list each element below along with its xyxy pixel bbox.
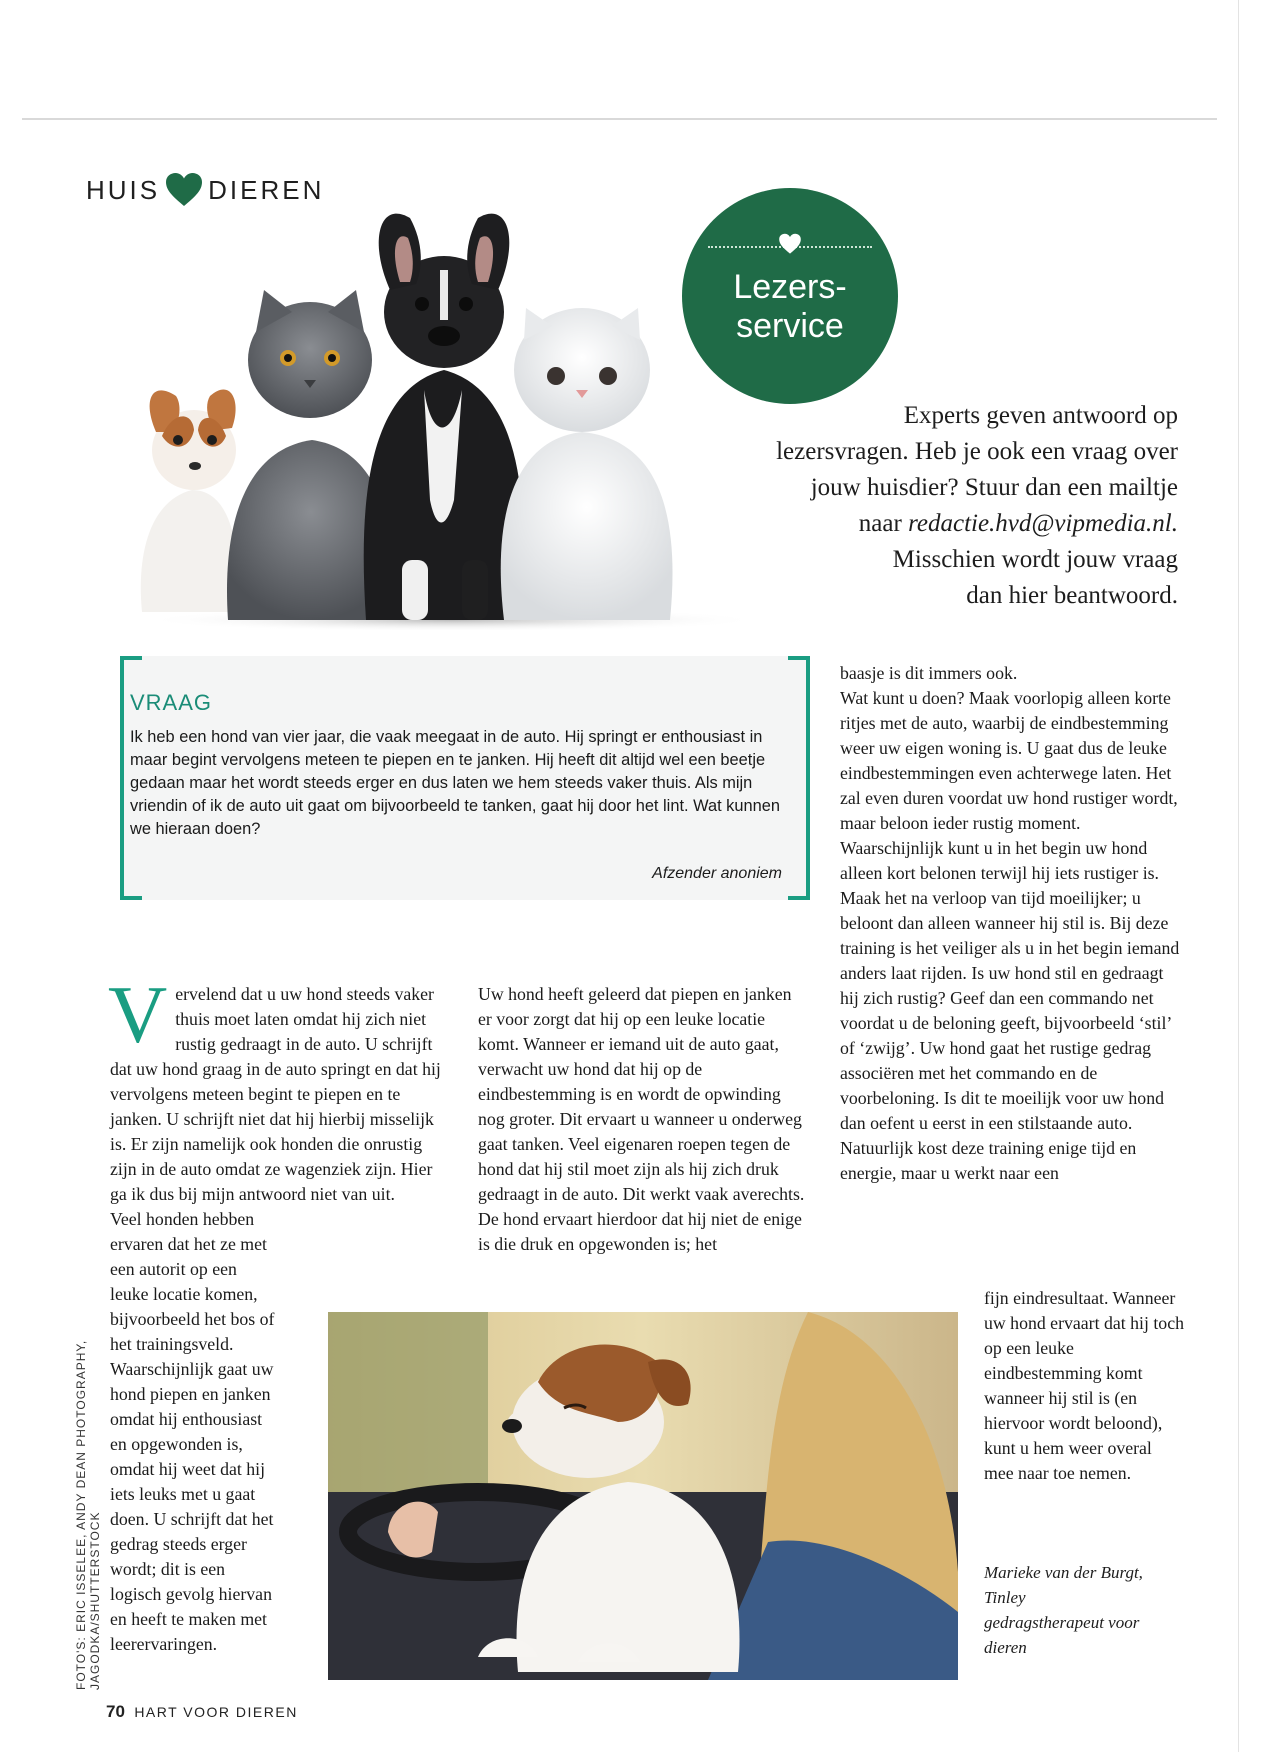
photo-credit-text: FOTO'S: ERIC ISSELEE, ANDY DEAN PHOTOGRAPHY, JAGODKA/SHUTTERSTOCK (74, 1339, 102, 1690)
brand-right: DIEREN (208, 174, 325, 205)
intro-line: Misschien wordt jouw vraag (892, 546, 1178, 573)
page-footer (106, 1702, 298, 1722)
author-name: Marieke van der Burgt, (984, 1563, 1143, 1582)
answer-paragraph: Uw hond heeft geleerd dat piepen en janken er voor zorgt dat hij op een leuke locatie komt. Wanneer er iemand uit de auto gaat, verwacht uw hond dat hij op de eindbestemming is en wordt de opwinding nog groter. Dit ervaart u wanneer u onderweg gaat tanken. Veel eigenaren roepen tegen de hond dat hij stil moet zijn als hij zich druk gedraagt in de auto. Dit werkt vaak averechts. De hond ervaart hierdoor dat hij niet de enige is die druk en opgewonden is; het (478, 984, 805, 1254)
author-signature (984, 1560, 1184, 1660)
answer-column-2 (478, 982, 808, 1257)
intro-line: lezersvragen. Heb je ook een vraag over (776, 438, 1178, 465)
intro-email-line (700, 506, 1178, 542)
intro-text (700, 398, 1178, 614)
intro-line: Experts geven antwoord op (903, 402, 1178, 429)
question-bracket-right (788, 656, 810, 900)
lezersservice-badge (682, 188, 898, 404)
badge-title (682, 268, 898, 346)
question-text: Ik heb een hond van vier jaar, die vaak meegaat in de auto. Hij springt er enthousiast in maar begint vervolgens meteen te piepen en te janken. Hij heeft dit altijd wel een beetje gedaan maar het wordt steeds erger en dus laten we hem steeds vaker thuis. Als mijn vriendin of ik de auto uit gaat om bijvoorbeeld te tanken, gaat hij door het lint. Wat kunnen we hieraan doen? (130, 728, 780, 838)
answer-paragraph: Veel honden hebben ervaren dat het ze met een autorit op een leuke locatie komen, bijvoorbeeld het bos of het trainingsveld. Waarschijnlijk gaat uw hond piepen en janken omdat hij enthousiast en opgewonden is, omdat hij weet dat hij iets leuks met u gaat doen. U schrijft dat het gedrag steeds erger wordt; dit is een logisch gevolg hiervan en heeft te maken met leerervaringen. (110, 1209, 275, 1654)
intro-email: redactie.hvd@vipmedia.nl. (908, 510, 1178, 537)
question-label: VRAAG (130, 690, 213, 715)
intro-email-prefix: naar (858, 510, 909, 537)
drop-cap: V (108, 969, 168, 1060)
badge-heart-icon (778, 233, 802, 255)
french-bulldog (364, 214, 523, 620)
scan-edge (1238, 0, 1275, 1752)
answer-column-3 (840, 661, 1180, 1186)
answer-text: ervelend dat u uw hond steeds vaker thuis moet laten omdat hij zich niet rustig gedraagt in de auto. U schrijft dat uw hond graag in de auto springt en dat hij vervolgens meteen begint te piepen en te janken. U schrijft niet dat hij hierbij misselijk is. Er zijn namelijk ook honden die onrustig zijn in de auto omdat ze wagenziek zijn. Hier ga ik dus bij mijn antwoord niet van uit. (110, 984, 441, 1204)
brand-left: HUIS (86, 174, 161, 205)
dog-in-car-photo (328, 1312, 958, 1680)
top-rule (22, 118, 1217, 120)
answer-paragraph: Natuurlijk kost deze training enige tijd en energie, maar u werkt naar een (840, 1138, 1137, 1183)
author-org: Tinley (984, 1588, 1026, 1607)
magazine-name: HART VOOR DIEREN (134, 1704, 298, 1720)
answer-column-3-continued (984, 1286, 1184, 1486)
chihuahua-puppy (141, 389, 238, 612)
author-role: gedragstherapeut voor dieren (984, 1613, 1140, 1657)
answer-paragraph: Wat kunt u doen? Maak voorlopig alleen korte ritjes met de auto, waarbij de eindbestemming weer uw eigen woning is. U gaat dus de leuke eindbestemmingen even achterwege laten. Het zal even duren voordat uw hond rustiger wordt, maar beloon ieder rustig moment. Waarschijnlijk kunt u in het begin uw hond alleen kort belonen terwijl hij iets rustiger is. Maak het na verloop van tijd moeilijker; u beloont dan alleen wanneer hij stil is. Bij deze training is het veiliger als u in het begin iemand anders laat rijden. Is uw hond stil en gedraagt hij zich rustig? Geef dan een commando net voordat u de beloning geeft, bijvoorbeeld ‘stil’ of ‘zwijg’. Uw hond gaat het rustige gedrag associëren met het commando en de voorbeloning. Is dit te moeilijk voor uw hond dan oefent u eerst in een stilstaande auto. (840, 688, 1180, 1133)
badge-title-line2: service (736, 307, 844, 345)
answer-paragraph: fijn eindresultaat. Wanneer uw hond ervaart dat hij toch op een leuke eindbestemming komt wanneer hij stil is (en hiervoor wordt beloond), kunt u hem weer overal mee naar toe nemen. (984, 1288, 1184, 1483)
intro-line: dan hier beantwoord. (966, 582, 1178, 609)
badge-title-line1: Lezers- (733, 268, 847, 306)
intro-line: jouw huisdier? Stuur dan een mailtje (810, 474, 1178, 501)
photo-credit (74, 1230, 102, 1690)
pets-photo (132, 200, 772, 630)
answer-paragraph: baasje is dit immers ook. (840, 663, 1018, 683)
question-sender: Afzender anoniem (652, 865, 782, 882)
page-number: 70 (106, 1702, 125, 1721)
answer-paragraph (108, 969, 442, 1207)
white-persian-cat (501, 308, 673, 620)
